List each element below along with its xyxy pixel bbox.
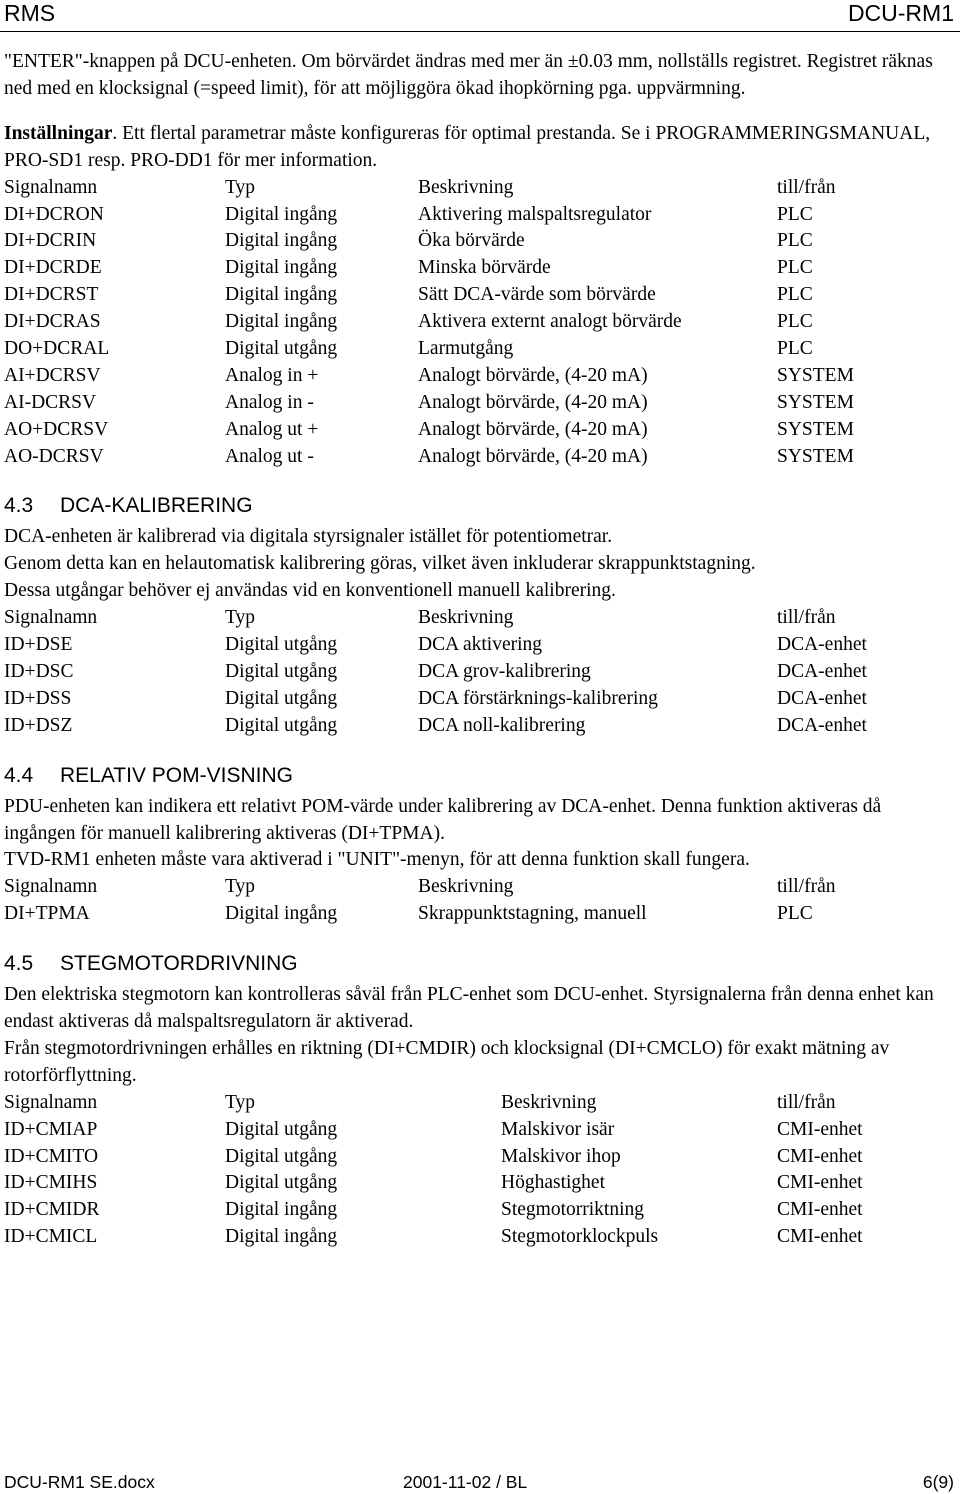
cell-dir: SYSTEM xyxy=(777,364,854,386)
cell-signal: DI+DCRIN xyxy=(4,230,97,252)
cell-signal: ID+DSC xyxy=(4,660,74,682)
cell-type: Digital utgång xyxy=(225,1172,338,1194)
signal-table-3 xyxy=(4,874,956,928)
cell-dir: DCA-enhet xyxy=(777,687,867,709)
cell-type: Digital ingång xyxy=(225,257,338,279)
table-row xyxy=(4,336,956,363)
cell-desc: DCA aktivering xyxy=(418,634,543,656)
table-row xyxy=(4,1170,956,1197)
settings-label: Inställningar xyxy=(4,122,113,144)
cell-desc: DCA förstärknings-kalibrering xyxy=(418,687,658,709)
settings-text: . Ett flertal parametrar måste konfigureras för optimal prestanda. Se i PROGRAMMERINGSMANUAL, PRO-SD1 resp. PRO-DD1 för mer information. xyxy=(4,122,931,171)
section-heading xyxy=(4,761,956,791)
cell-desc: Stegmotorriktning xyxy=(501,1199,644,1221)
cell-desc: Höghastighet xyxy=(501,1172,605,1194)
col-header-dir: till/från xyxy=(777,607,836,629)
cell-type: Digital ingång xyxy=(225,1226,338,1248)
footer-filename: DCU-RM1 SE.docx xyxy=(4,1472,155,1492)
cell-dir: SYSTEM xyxy=(777,391,854,413)
section-number: 4.5 xyxy=(4,952,34,976)
cell-dir: PLC xyxy=(777,284,813,306)
cell-type: Digital utgång xyxy=(225,714,338,736)
cell-desc: Minska börvärde xyxy=(418,257,551,279)
table-row xyxy=(4,1224,956,1251)
settings-paragraph xyxy=(4,121,956,175)
table-row xyxy=(4,390,956,417)
section-heading xyxy=(4,949,956,979)
cell-signal: ID+DSE xyxy=(4,634,73,656)
table-row xyxy=(4,363,956,390)
cell-dir: CMI-enhet xyxy=(777,1145,863,1167)
cell-type: Digital utgång xyxy=(225,337,338,359)
section-4-3 xyxy=(4,491,956,739)
cell-desc: Skrappunktstagning, manuell xyxy=(418,903,647,925)
cell-signal: DO+DCRAL xyxy=(4,337,110,359)
cell-type: Digital ingång xyxy=(225,203,338,225)
cell-signal: DI+DCRAS xyxy=(4,311,101,333)
col-header-dir: till/från xyxy=(777,176,836,198)
header-rule xyxy=(0,31,960,32)
table-row xyxy=(4,713,956,740)
section-text-line: Genom detta kan en helautomatisk kalibrering göras, vilket även inkluderar skrappunktstagning. xyxy=(4,553,756,575)
cell-dir: DCA-enhet xyxy=(777,634,867,656)
table-row xyxy=(4,417,956,444)
cell-dir: PLC xyxy=(777,903,813,925)
section-text-line: DCA-enheten är kalibrerad via digitala styrsignaler istället för potentiometrar. xyxy=(4,526,613,548)
cell-type: Digital ingång xyxy=(225,903,338,925)
cell-signal: ID+DSZ xyxy=(4,714,73,736)
cell-signal: DI+DCRST xyxy=(4,284,99,306)
cell-dir: CMI-enhet xyxy=(777,1226,863,1248)
cell-type: Analog in + xyxy=(225,364,319,386)
section-number: 4.4 xyxy=(4,763,34,787)
col-header-signal: Signalnamn xyxy=(4,176,98,198)
cell-type: Digital ingång xyxy=(225,311,338,333)
cell-desc: Aktivera externt analogt börvärde xyxy=(418,311,682,333)
cell-dir: PLC xyxy=(777,257,813,279)
cell-dir: SYSTEM xyxy=(777,418,854,440)
cell-desc: Sätt DCA-värde som börvärde xyxy=(418,284,656,306)
table-header-row xyxy=(4,605,956,632)
table-row xyxy=(4,202,956,229)
cell-desc: DCA noll-kalibrering xyxy=(418,714,586,736)
section-title: RELATIV POM-VISNING xyxy=(60,763,293,787)
table-row xyxy=(4,686,956,713)
table-row xyxy=(4,1144,956,1171)
cell-signal: ID+CMICL xyxy=(4,1226,98,1248)
col-header-desc: Beskrivning xyxy=(501,1091,597,1113)
cell-desc: Stegmotorklockpuls xyxy=(501,1226,659,1248)
col-header-signal: Signalnamn xyxy=(4,1091,98,1113)
cell-dir: CMI-enhet xyxy=(777,1199,863,1221)
cell-desc: Analogt börvärde, (4-20 mA) xyxy=(418,445,648,467)
cell-dir: DCA-enhet xyxy=(777,660,867,682)
section-title: DCA-KALIBRERING xyxy=(60,494,253,518)
cell-signal: ID+CMIHS xyxy=(4,1172,98,1194)
col-header-type: Typ xyxy=(225,607,256,629)
signal-table-4 xyxy=(4,1090,956,1251)
cell-desc: Aktivering malspaltsregulator xyxy=(418,203,652,225)
col-header-dir: till/från xyxy=(777,876,836,898)
section-4-5 xyxy=(4,949,956,1251)
section-paragraph: Den elektriska stegmotorn kan kontrolleras såväl från PLC-enhet som DCU-enhet. Styrsignalerna från denna enhet kan endast aktiveras då malspaltsregulatorn är aktiverad. xyxy=(4,984,934,1032)
cell-signal: DI+TPMA xyxy=(4,903,90,925)
cell-type: Digital ingång xyxy=(225,284,338,306)
cell-type: Digital ingång xyxy=(225,230,338,252)
table-row xyxy=(4,659,956,686)
cell-dir: PLC xyxy=(777,337,813,359)
col-header-signal: Signalnamn xyxy=(4,876,98,898)
cell-type: Analog in - xyxy=(225,391,314,413)
table-header-row xyxy=(4,874,956,901)
cell-type: Digital utgång xyxy=(225,1145,338,1167)
col-header-type: Typ xyxy=(225,876,256,898)
section-paragraph: PDU-enheten kan indikera ett relativt POM-värde under kalibrering av DCA-enhet. Denna funktion aktiveras då ingången för manuell kalibrering aktiveras (DI+TPMA). xyxy=(4,795,882,844)
page-content xyxy=(4,49,956,1251)
header-right-title: DCU-RM1 xyxy=(847,0,954,26)
cell-signal: ID+CMIDR xyxy=(4,1199,100,1221)
cell-dir: SYSTEM xyxy=(777,445,854,467)
table-body xyxy=(4,1117,956,1251)
cell-dir: PLC xyxy=(777,311,813,333)
cell-signal: ID+DSS xyxy=(4,687,72,709)
col-header-type: Typ xyxy=(225,1091,256,1113)
cell-type: Digital utgång xyxy=(225,1118,338,1140)
cell-dir: PLC xyxy=(777,230,813,252)
table-row xyxy=(4,632,956,659)
cell-signal: AO+DCRSV xyxy=(4,418,109,440)
intro-paragraph: "ENTER"-knappen på DCU-enheten. Om börvärdet ändras med mer än ±0.03 mm, nollställs registret. Registret räknas ned med en klocksignal (=speed limit), för att möjliggöra ökad ihopkörning pga. uppvärmning. xyxy=(4,51,933,99)
cell-signal: DI+DCRON xyxy=(4,203,104,225)
cell-type: Analog ut - xyxy=(225,445,314,467)
table-row xyxy=(4,444,956,471)
col-header-type: Typ xyxy=(225,176,256,198)
section-text-line: Dessa utgångar behöver ej användas vid en konventionell manuell kalibrering. xyxy=(4,580,616,602)
footer-page-number: 6(9) xyxy=(922,1472,954,1492)
cell-desc: Analogt börvärde, (4-20 mA) xyxy=(418,364,648,386)
cell-signal: AI+DCRSV xyxy=(4,364,101,386)
footer-date-author: 2001-11-02 / BL xyxy=(403,1472,528,1492)
header-left-title: RMS xyxy=(4,0,56,26)
cell-dir: CMI-enhet xyxy=(777,1172,863,1194)
col-header-desc: Beskrivning xyxy=(418,607,514,629)
cell-signal: ID+CMITO xyxy=(4,1145,99,1167)
cell-signal: AI-DCRSV xyxy=(4,391,97,413)
cell-desc: Öka börvärde xyxy=(418,230,525,252)
section-heading xyxy=(4,491,956,521)
table-header-row xyxy=(4,1090,956,1117)
col-header-dir: till/från xyxy=(777,1091,836,1113)
table-row xyxy=(4,901,956,928)
col-header-desc: Beskrivning xyxy=(418,176,514,198)
table-row xyxy=(4,228,956,255)
signal-table-2 xyxy=(4,605,956,739)
cell-desc: Analogt börvärde, (4-20 mA) xyxy=(418,391,648,413)
table-body xyxy=(4,202,956,471)
cell-type: Digital utgång xyxy=(225,634,338,656)
col-header-signal: Signalnamn xyxy=(4,607,98,629)
table-row xyxy=(4,309,956,336)
cell-signal: ID+CMIAP xyxy=(4,1118,98,1140)
cell-signal: DI+DCRDE xyxy=(4,257,102,279)
cell-type: Analog ut + xyxy=(225,418,319,440)
section-4-4 xyxy=(4,761,956,929)
signal-table-1 xyxy=(4,175,956,471)
section-paragraph: TVD-RM1 enheten måste vara aktiverad i "UNIT"-menyn, för att denna funktion skall fungera. xyxy=(4,849,750,871)
section-title: STEGMOTORDRIVNING xyxy=(60,952,298,976)
cell-type: Digital utgång xyxy=(225,660,338,682)
col-header-desc: Beskrivning xyxy=(418,876,514,898)
section-paragraph: Från stegmotordrivningen erhålles en riktning (DI+CMDIR) och klocksignal (DI+CMCLO) för exakt mätning av rotorförflyttning. xyxy=(4,1037,890,1086)
table-row xyxy=(4,1197,956,1224)
table-row xyxy=(4,282,956,309)
table-body xyxy=(4,632,956,740)
cell-desc: Larmutgång xyxy=(418,337,514,359)
cell-dir: CMI-enhet xyxy=(777,1118,863,1140)
cell-desc: Analogt börvärde, (4-20 mA) xyxy=(418,418,648,440)
table-row xyxy=(4,255,956,282)
cell-type: Digital utgång xyxy=(225,687,338,709)
cell-type: Digital ingång xyxy=(225,1199,338,1221)
table-row xyxy=(4,1117,956,1144)
cell-desc: Malskivor isär xyxy=(501,1118,615,1140)
cell-desc: Malskivor ihop xyxy=(501,1145,621,1167)
table-body xyxy=(4,901,956,928)
table-header-row xyxy=(4,175,956,202)
cell-signal: AO-DCRSV xyxy=(4,445,104,467)
section-number: 4.3 xyxy=(4,494,34,518)
cell-desc: DCA grov-kalibrering xyxy=(418,660,591,682)
cell-dir: PLC xyxy=(777,203,813,225)
cell-dir: DCA-enhet xyxy=(777,714,867,736)
